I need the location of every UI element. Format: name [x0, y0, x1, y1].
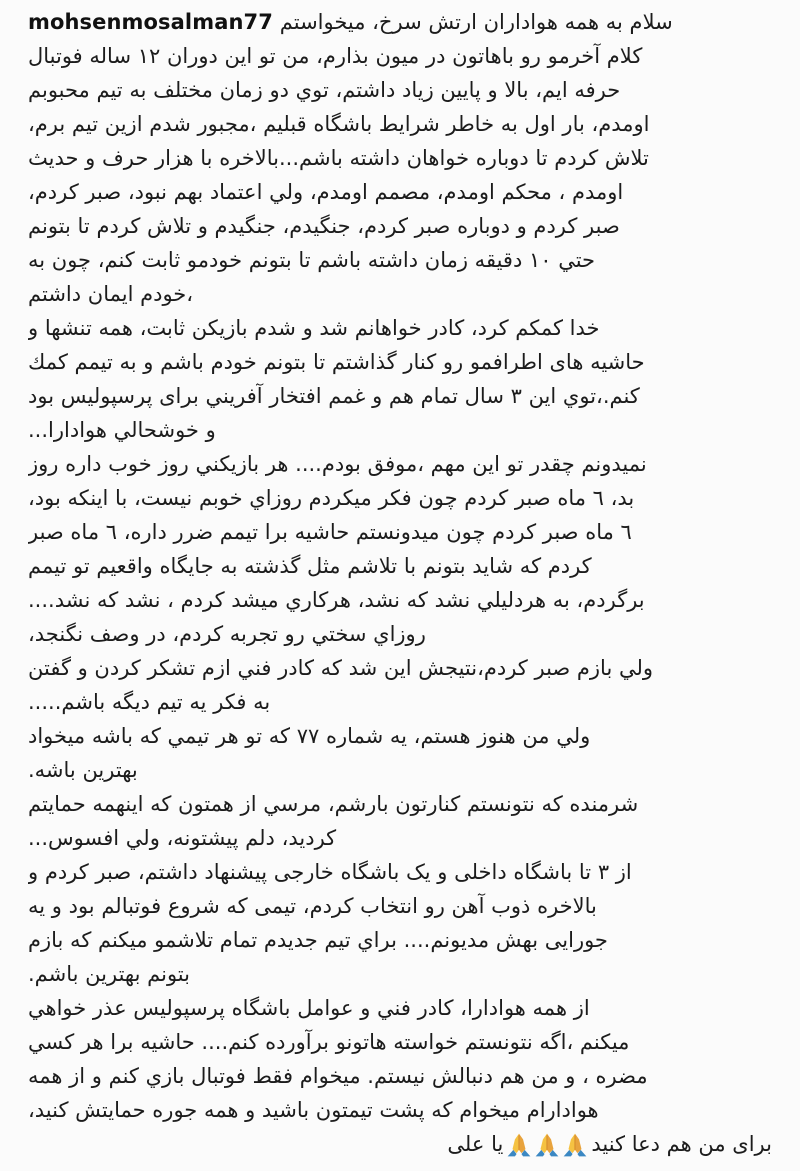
cropped-next-line-sliver: [28, 1163, 772, 1168]
caption-line: بتونم بهترین باشم.: [28, 962, 190, 986]
caption-line: بالاخره ذوب آهن رو انتخاب کردم، تیمی که شروع فوتبالم بود و یه: [28, 894, 597, 918]
caption-line: ،خودم ایمان داشتم: [28, 282, 194, 306]
caption-line: به فکر یه تیم دیگه باشم.....: [28, 690, 271, 714]
caption-line: نمیدونم چقدر تو این مهم ،موفق بودم.... هر بازیکني روز خوب داره روز: [28, 452, 647, 476]
caption-line: حاشیه های اطرافمو رو کنار گذاشتم تا بتونم خودم باشم و به تیمم کمك: [28, 350, 645, 374]
folded-hands-emoji-icon: [562, 1132, 588, 1158]
caption-line: برگردم، به هردلیلي نشد که نشد، هرکاري میشد کردم ، نشد که نشد....: [28, 588, 645, 612]
caption-line: ٦ ماه صبر کردم چون میدونستم حاشیه برا تیمم ضرر داره، ٦ ماه صبر: [28, 520, 632, 544]
closing-text-before: برای من هم دعا کنید: [591, 1132, 772, 1156]
emoji-row: [505, 1127, 589, 1161]
caption-line: کردید، دلم پیشتونه، ولي افسوس...: [28, 826, 337, 850]
caption-line: و خوشحالي هوادارا...: [28, 418, 216, 442]
caption-line: روزاي سختي رو تجربه کردم، در وصف نگنجد،: [28, 622, 426, 646]
caption-line: اومدم ، محکم اومدم، مصمم اومدم، ولي اعتماد بهم نبود، صبر کردم،: [28, 180, 624, 204]
caption-line: مضره ، و من هم دنبالش نیستم. میخوام فقط فوتبال بازي کنم و از همه: [28, 1064, 648, 1088]
caption-line: شرمنده که نتونستم کنارتون بارشم، مرسي از همتون که اینهمه حمایتم: [28, 792, 639, 816]
caption-line: کردم که شاید بتونم با تلاشم مثل گذشته به جایگاه واقعیم تو تیمم: [28, 554, 592, 578]
caption-line: تلاش کردم تا دوباره خواهان داشته باشم...بالاخره با هزار حرف و حدیث: [28, 146, 649, 170]
caption-line: ولي بازم صبر کردم،نتیجش این شد که کادر فني ازم تشکر کردن و گفتن: [28, 656, 654, 680]
caption-line: حتي ۱۰ دقیقه زمان داشته باشم تا بتونم خودمو ثابت کنم، چون به: [28, 248, 596, 272]
caption-first-line: [28, 5, 772, 39]
caption-line: از ۳ تا باشگاه داخلی و یک باشگاه خارجی پیشنهاد داشتم، صبر کردم و: [28, 860, 632, 884]
caption-line: میکنم ،اگه نتونستم خواسته هاتونو برآورده کنم.... حاشیه برا هر کسي: [28, 1030, 630, 1054]
caption-line: هوادارام میخوام که پشت تیمتون باشید و همه جوره حمایتش کنید،: [28, 1098, 599, 1122]
username[interactable]: mohsenmosalman77: [28, 10, 273, 34]
caption-line: کنم.،توي این ۳ سال تمام هم و غمم افتخار آفریني برای پرسپولیس بود: [28, 384, 640, 408]
closing-text-after: یا علی: [447, 1132, 504, 1156]
caption-line: خدا کمکم کرد، کادر خواهانم شد و شدم بازیکن ثابت، همه تنشها و: [28, 316, 600, 340]
caption-body: [28, 39, 772, 1127]
caption-line: حرفه ایم، بالا و پایین زیاد داشتم، توي دو زمان مختلف به تیم محبوبم: [28, 78, 621, 102]
caption-line: ولي من هنوز هستم، یه شماره ۷۷ که تو هر تیمي که باشه میخواد: [28, 724, 591, 748]
caption-line: جورایی بهش مدیونم.... براي تیم جدیدم تمام تلاشمو میکنم که بازم: [28, 928, 608, 952]
caption-line: از همه هوادارا، کادر فني و عوامل باشگاه پرسپولیس عذر خواهي: [28, 996, 590, 1020]
folded-hands-emoji-icon: [534, 1132, 560, 1158]
caption-line: بد، ٦ ماه صبر کردم چون فکر میکردم روزاي خوبم نیست، با اینکه بود،: [28, 486, 635, 510]
caption-line: کلام آخرمو رو باهاتون در میون بذارم، من تو این دوران ۱۲ ساله فوتبال: [28, 44, 643, 68]
caption-first-line-text: سلام به همه هواداران ارتش سرخ، میخواستم: [279, 10, 673, 34]
folded-hands-emoji-icon: [506, 1132, 532, 1158]
caption-line: صبر کردم و دوباره صبر کردم، جنگیدم، جنگیدم و تلاش کردم تا بتونم: [28, 214, 620, 238]
caption-line: بهترین باشه.: [28, 758, 138, 782]
caption-closing-line: [28, 1127, 772, 1161]
caption-line: اومدم، بار اول به خاطر شرایط باشگاه قبلیم ،مجبور شدم ازین تیم برم،: [28, 112, 650, 136]
